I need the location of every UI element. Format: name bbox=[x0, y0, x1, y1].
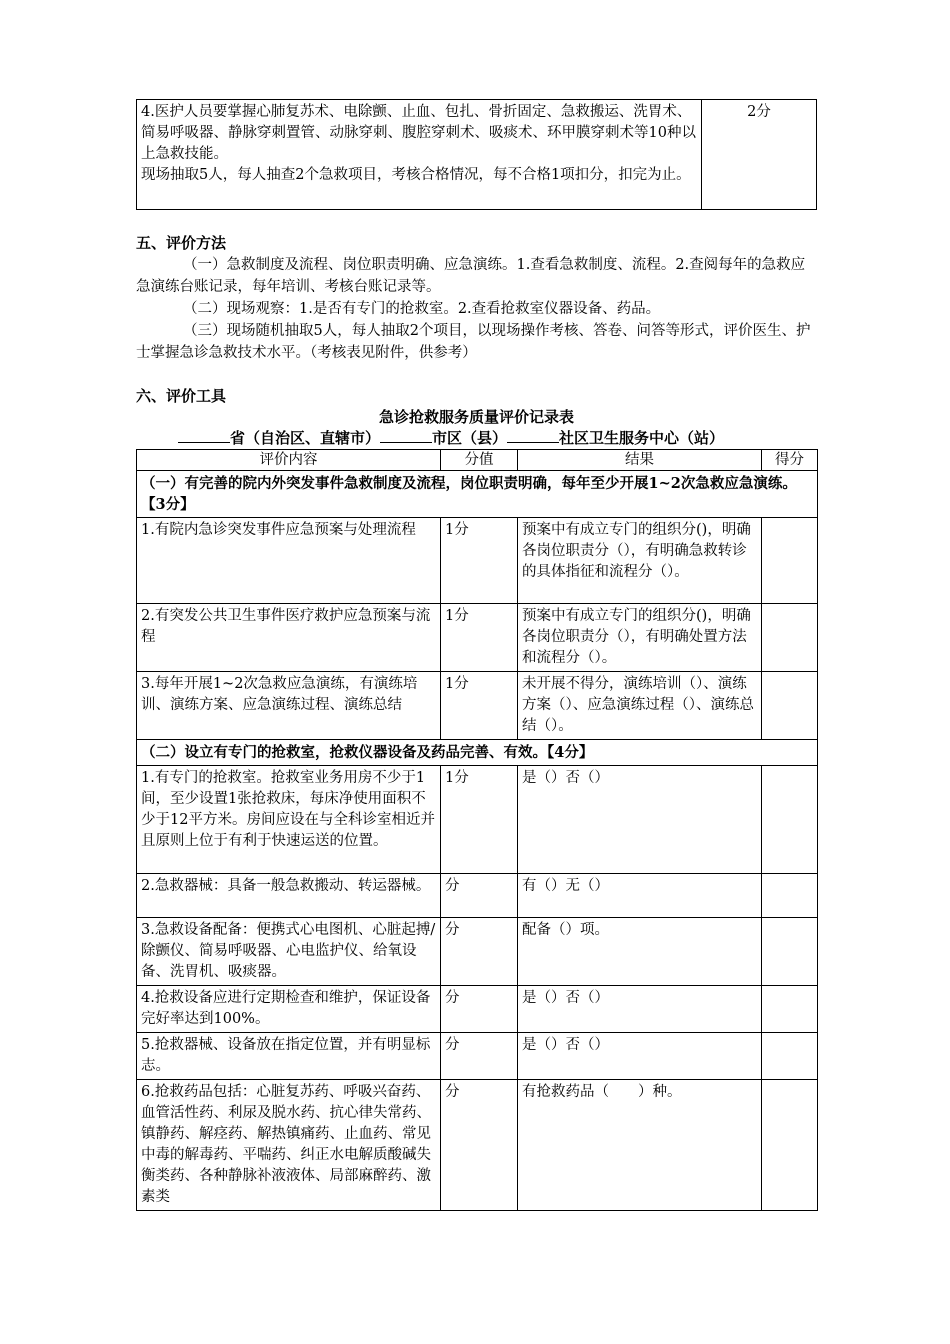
row-score: 分 bbox=[441, 1080, 518, 1211]
table-row bbox=[137, 986, 818, 1033]
row-content: 2.有突发公共卫生事件医疗救护应急预案与流程 bbox=[137, 604, 441, 672]
section-title: （二）设立有专门的抢救室，抢救仪器设备及药品完善、有效。【4分】 bbox=[137, 740, 818, 766]
row-score: 1分 bbox=[441, 518, 518, 604]
row-content: 6.抢救药品包括：心脏复苏药、呼吸兴奋药、血管活性药、利尿及脱水药、抗心律失常药、镇静药、解痉药、解热镇痛药、止血药、常见中毒的解毒药、平喘药、纠正水电解质酸碱失衡类药、各种静脉补液液体、局部麻醉药、激素类 bbox=[137, 1080, 441, 1211]
table-header-row bbox=[137, 450, 818, 471]
section-heading-evaluation-method: 五、评价方法 bbox=[136, 234, 227, 252]
row-content: 1.有院内急诊突发事件应急预案与处理流程 bbox=[137, 518, 441, 604]
section-title: （一）有完善的院内外突发事件急救制度及流程，岗位职责明确，每年至少开展1~2次急救应急演练。【3分】 bbox=[137, 471, 818, 518]
row-points[interactable] bbox=[762, 986, 818, 1033]
blank-line bbox=[178, 428, 230, 443]
row-result: 预案中有成立专门的组织分()，明确各岗位职责分（），有明确急救转诊的具体指征和流程分（）。 bbox=[518, 518, 762, 604]
section-row bbox=[137, 471, 818, 518]
paragraph: （二）现场观察：1.是否有专门的抢救室。2.查看抢救室仪器设备、药品。 bbox=[183, 301, 661, 317]
paragraph: （三）现场随机抽取5人，每人抽取2个项目，以现场操作考核、答卷、问答等形式，评价医生、护士掌握急诊急救技术水平。（考核表见附件，供参考） bbox=[136, 323, 811, 361]
row-score: 1分 bbox=[441, 766, 518, 874]
header-result: 结果 bbox=[518, 450, 762, 471]
row-points[interactable] bbox=[762, 874, 818, 918]
city-label: 市区（县） bbox=[432, 429, 508, 447]
criteria-text: 现场抽取5人，每人抽查2个急救项目，考核合格情况，每不合格1项扣分，扣完为止。 bbox=[141, 167, 691, 183]
row-content: 2.急救器械：具备一般急救搬动、转运器械。 bbox=[137, 874, 441, 918]
row-points[interactable] bbox=[762, 604, 818, 672]
form-location-line bbox=[178, 428, 724, 448]
evaluation-method-body bbox=[136, 254, 818, 364]
row-result: 未开展不得分，演练培训（）、演练方案（）、应急演练过程（）、演练总结（）。 bbox=[518, 672, 762, 740]
form-title: 急诊抢救服务质量评价记录表 bbox=[378, 408, 574, 426]
section-heading-evaluation-tools: 六、评价工具 bbox=[136, 387, 227, 405]
row-points[interactable] bbox=[762, 1080, 818, 1211]
row-score: 分 bbox=[441, 918, 518, 986]
table-row bbox=[137, 918, 818, 986]
row-score: 分 bbox=[441, 1033, 518, 1080]
row-content: 4.抢救设备应进行定期检查和维护，保证设备完好率达到100%。 bbox=[137, 986, 441, 1033]
criteria-text: 4.医护人员要掌握心肺复苏术、电除颤、止血、包扎、骨折固定、急救搬运、洗胃术、简易呼吸器、静脉穿刺置管、动脉穿刺、腹腔穿刺术、吸痰术、环甲膜穿刺术等10种以上急救技能。 bbox=[141, 104, 696, 162]
criteria-content-cell bbox=[137, 100, 702, 210]
criteria-table-continued bbox=[136, 99, 817, 210]
table-row bbox=[137, 100, 817, 210]
table-row bbox=[137, 604, 818, 672]
row-result: 配备（）项。 bbox=[518, 918, 762, 986]
table-row bbox=[137, 766, 818, 874]
row-content: 3.急救设备配备：便携式心电图机、心脏起搏/除颤仪、简易呼吸器、心电监护仪、给氧设备、洗胃机、吸痰器。 bbox=[137, 918, 441, 986]
row-score: 分 bbox=[441, 986, 518, 1033]
section-row bbox=[137, 740, 818, 766]
province-label: 省（自治区、直辖市） bbox=[230, 429, 381, 447]
evaluation-record-table bbox=[136, 449, 818, 1211]
row-points[interactable] bbox=[762, 766, 818, 874]
table-row bbox=[137, 518, 818, 604]
blank-line bbox=[507, 428, 559, 443]
table-row bbox=[137, 672, 818, 740]
table-row bbox=[137, 874, 818, 918]
table-row bbox=[137, 1033, 818, 1080]
header-score: 分值 bbox=[441, 450, 518, 471]
row-result: 是（）否（） bbox=[518, 1033, 762, 1080]
row-result: 预案中有成立专门的组织分()，明确各岗位职责分（），有明确处置方法和流程分（）。 bbox=[518, 604, 762, 672]
row-content: 1.有专门的抢救室。抢救室业务用房不少于1间，至少设置1张抢救床，每床净使用面积不少于12平方米。房间应设在与全科诊室相近并且原则上位于有利于快速运送的位置。 bbox=[137, 766, 441, 874]
row-content: 5.抢救器械、设备放在指定位置，并有明显标志。 bbox=[137, 1033, 441, 1080]
row-result: 是（）否（） bbox=[518, 766, 762, 874]
center-label: 社区卫生服务中心（站） bbox=[559, 429, 725, 447]
blank-line bbox=[380, 428, 432, 443]
row-result: 是（）否（） bbox=[518, 986, 762, 1033]
row-score: 分 bbox=[441, 874, 518, 918]
row-points[interactable] bbox=[762, 918, 818, 986]
header-content: 评价内容 bbox=[137, 450, 441, 471]
paragraph: （一）急救制度及流程、岗位职责明确、应急演练。1.查看急救制度、流程。2.查阅每年的急救应急演练台账记录，每年培训、考核台账记录等。 bbox=[136, 257, 806, 295]
row-points[interactable] bbox=[762, 518, 818, 604]
row-points[interactable] bbox=[762, 672, 818, 740]
row-score: 1分 bbox=[441, 672, 518, 740]
row-result: 有（）无（） bbox=[518, 874, 762, 918]
criteria-score-cell: 2分 bbox=[702, 100, 817, 210]
row-points[interactable] bbox=[762, 1033, 818, 1080]
header-points: 得分 bbox=[762, 450, 818, 471]
row-content: 3.每年开展1~2次急救应急演练，有演练培训、演练方案、应急演练过程、演练总结 bbox=[137, 672, 441, 740]
table-row bbox=[137, 1080, 818, 1211]
row-score: 1分 bbox=[441, 604, 518, 672]
row-result: 有抢救药品（ ）种。 bbox=[518, 1080, 762, 1211]
